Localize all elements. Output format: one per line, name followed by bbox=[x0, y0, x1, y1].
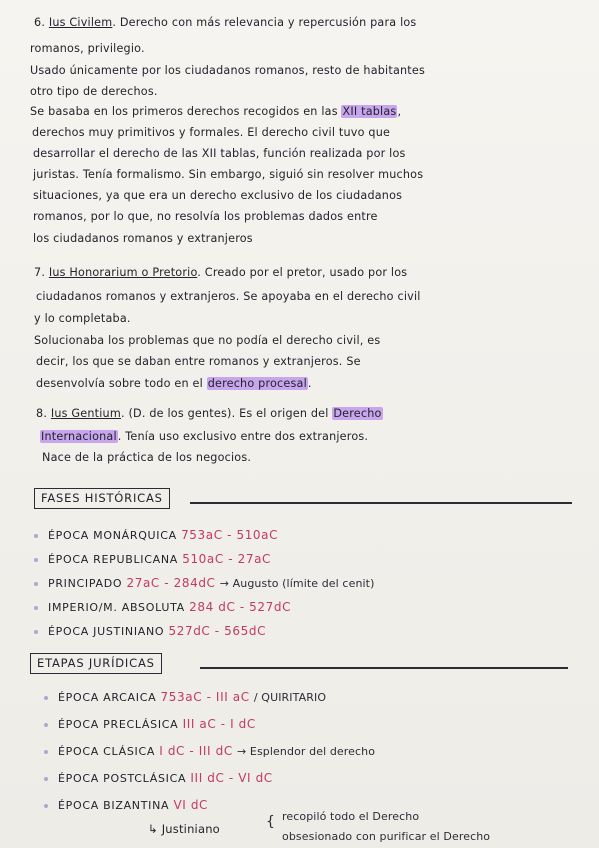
fases-item-name: IMPERIO/M. ABSOLUTA bbox=[48, 601, 185, 614]
text-line bbox=[34, 312, 131, 326]
text-run: los ciudadanos romanos y extranjeros bbox=[33, 232, 253, 245]
text-run: situaciones, ya que era un derecho exclusivo de los ciudadanos bbox=[33, 189, 403, 202]
text-line bbox=[40, 430, 368, 444]
text-line bbox=[30, 85, 158, 99]
text-line bbox=[36, 290, 421, 304]
text-run: 6. bbox=[34, 16, 49, 29]
bullet-dot bbox=[44, 750, 48, 754]
etapas-item-name: ÉPOCA BIZANTINA bbox=[58, 799, 170, 812]
text-run: 8. bbox=[36, 407, 51, 420]
text-line bbox=[33, 168, 423, 182]
text-run: juristas. Tenía formalismo. Sin embargo, siguió sin resolver muchos bbox=[33, 168, 424, 181]
fases-heading: FASES HISTÓRICAS bbox=[34, 488, 170, 509]
fases-item-name: ÉPOCA REPUBLICANA bbox=[48, 553, 178, 566]
text-line bbox=[32, 126, 390, 140]
bullet-dot bbox=[44, 696, 48, 700]
text-line bbox=[33, 147, 406, 161]
text-run: Se basaba en los primeros derechos recogidos en las bbox=[30, 105, 342, 118]
etapas-item-dates: 753aC - III aC bbox=[160, 690, 250, 704]
text-line bbox=[34, 266, 407, 280]
etapas-heading: ETAPAS JURÍDICAS bbox=[30, 653, 162, 674]
text-run: desarrollar el derecho de las XII tablas, función realizada por los bbox=[33, 147, 406, 160]
etapas-item bbox=[58, 771, 273, 786]
justiniano-note-2: obsesionado con purificar el Derecho bbox=[282, 830, 491, 843]
text-run: . Derecho con más relevancia y repercusión para los bbox=[112, 16, 417, 29]
fases-item bbox=[48, 576, 374, 591]
fases-item-dates: 284 dC - 527dC bbox=[189, 600, 292, 614]
fases-item bbox=[48, 552, 271, 567]
text-line bbox=[30, 64, 425, 78]
fases-rule bbox=[190, 502, 572, 504]
text-run: 7. bbox=[34, 266, 49, 279]
text-line bbox=[36, 355, 361, 369]
justiniano-note-1: recopiló todo el Derecho bbox=[282, 810, 420, 823]
text-run: . bbox=[307, 377, 312, 390]
bullet-dot bbox=[34, 606, 38, 610]
highlighted-term: derecho procesal bbox=[207, 377, 307, 390]
bullet-dot bbox=[34, 534, 38, 538]
underlined-term: Ius Civilem bbox=[48, 16, 113, 29]
text-run: derechos muy primitivos y formales. El derecho civil tuvo que bbox=[32, 126, 391, 139]
text-line bbox=[36, 377, 312, 391]
bullet-dot bbox=[44, 777, 48, 781]
highlighted-term: Internacional bbox=[41, 430, 117, 443]
text-run: . Creado por el pretor, usado por los bbox=[197, 266, 408, 279]
text-run: Usado únicamente por los ciudadanos romanos, resto de habitantes bbox=[30, 64, 425, 77]
text-line bbox=[30, 42, 145, 56]
etapas-item-name: ÉPOCA PRECLÁSICA bbox=[58, 718, 179, 731]
text-run: Solucionaba los problemas que no podía el derecho civil, es bbox=[34, 334, 381, 347]
text-line bbox=[34, 334, 380, 348]
fases-item-dates: 753aC - 510aC bbox=[181, 528, 279, 542]
bullet-dot bbox=[34, 582, 38, 586]
fases-item-dates: 527dC - 565dC bbox=[168, 624, 267, 638]
text-line bbox=[33, 189, 402, 203]
etapas-item bbox=[58, 798, 208, 813]
text-line bbox=[33, 232, 253, 246]
etapas-item-dates: VI dC bbox=[173, 798, 209, 812]
text-line bbox=[36, 407, 383, 421]
bullet-dot bbox=[34, 558, 38, 562]
etapas-item-dates: III aC - I dC bbox=[182, 717, 256, 731]
text-run: . (D. de los gentes). Es el origen del bbox=[120, 407, 333, 420]
bullet-dot bbox=[44, 804, 48, 808]
bullet-dot bbox=[34, 630, 38, 634]
text-run: decir, los que se daban entre romanos y extranjeros. Se bbox=[36, 355, 361, 368]
highlighted-term: XII tablas bbox=[342, 105, 397, 118]
text-run: ciudadanos romanos y extranjeros. Se apoyaba en el derecho civil bbox=[36, 290, 421, 303]
fases-item-dates: 510aC - 27aC bbox=[182, 552, 272, 566]
etapas-rule bbox=[200, 667, 568, 669]
etapas-item-name: ÉPOCA POSTCLÁSICA bbox=[58, 772, 187, 785]
fases-item-name: ÉPOCA JUSTINIANO bbox=[48, 625, 165, 638]
etapas-item-note: → Esplendor del derecho bbox=[237, 745, 376, 758]
fases-item bbox=[48, 600, 291, 615]
text-run: y lo completaba. bbox=[34, 312, 131, 325]
etapas-item bbox=[58, 717, 256, 732]
justiniano-label: ↳ Justiniano bbox=[148, 822, 220, 836]
text-run: romanos, privilegio. bbox=[30, 42, 145, 55]
text-line bbox=[34, 16, 416, 30]
text-line bbox=[30, 105, 401, 119]
text-line bbox=[33, 210, 378, 224]
text-line bbox=[42, 451, 251, 465]
text-run: Nace de la práctica de los negocios. bbox=[42, 451, 252, 464]
underlined-term: Ius Gentium bbox=[50, 407, 121, 420]
fases-item-dates: 27aC - 284dC bbox=[126, 576, 216, 590]
etapas-item-name: ÉPOCA ARCAICA bbox=[58, 691, 157, 704]
underlined-term: Ius Honorarium o Pretorio bbox=[48, 266, 198, 279]
etapas-item-name: ÉPOCA CLÁSICA bbox=[58, 745, 156, 758]
fases-item bbox=[48, 528, 278, 543]
etapas-item-dates: III dC - VI dC bbox=[190, 771, 273, 785]
fases-item-name: PRINCIPADO bbox=[48, 577, 123, 590]
fases-item-name: ÉPOCA MONÁRQUICA bbox=[48, 529, 177, 542]
fases-item bbox=[48, 624, 266, 639]
highlighted-term: Derecho bbox=[333, 407, 382, 420]
etapas-item-dates: I dC - III dC bbox=[159, 744, 233, 758]
etapas-item-note: / QUIRITARIO bbox=[253, 691, 327, 704]
bullet-dot bbox=[44, 723, 48, 727]
etapas-item bbox=[58, 744, 375, 759]
justiniano-brace: { bbox=[266, 814, 275, 830]
text-run: desenvolvía sobre todo en el bbox=[36, 377, 207, 390]
text-run: romanos, por lo que, no resolvía los problemas dados entre bbox=[33, 210, 378, 223]
etapas-item bbox=[58, 690, 326, 705]
text-run: . Tenía uso exclusivo entre dos extranjeros. bbox=[117, 430, 369, 443]
fases-item-note: → Augusto (límite del cenit) bbox=[219, 577, 375, 590]
text-run: , bbox=[397, 105, 402, 118]
text-run: otro tipo de derechos. bbox=[30, 85, 158, 98]
